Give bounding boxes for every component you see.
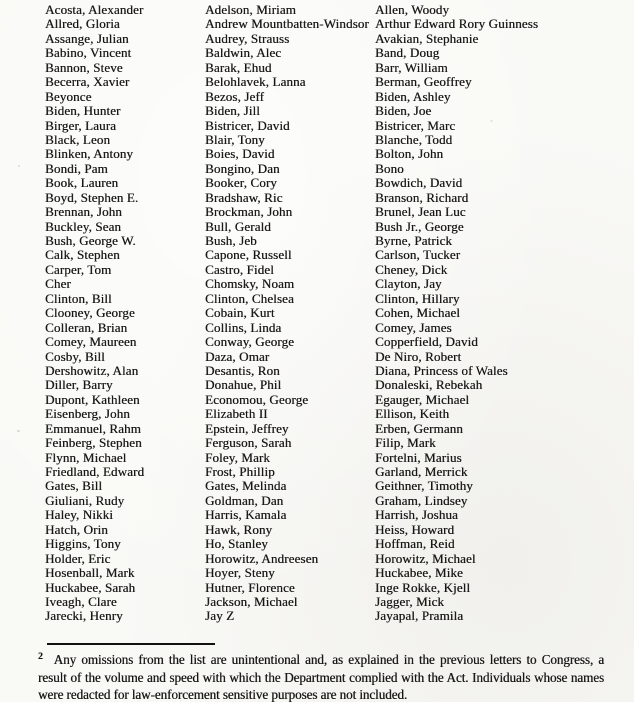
name-entry: Black, Leon: [45, 131, 111, 147]
name-entry: Baldwin, Alec: [205, 45, 282, 61]
name-entry: Cohen, Michael: [375, 305, 461, 321]
name-entry: Economou, George: [205, 391, 309, 407]
name-entry: Goldman, Dan: [205, 492, 284, 508]
name-entry: Blanche, Todd: [375, 131, 453, 147]
name-entry: Dupont, Kathleen: [45, 391, 140, 407]
name-entry: Becerra, Xavier: [45, 74, 130, 90]
name-entry: Adelson, Miriam: [205, 2, 296, 17]
name-entry: Blair, Tony: [205, 131, 265, 147]
name-entry: Clinton, Bill: [45, 290, 112, 306]
name-entry: Egauger, Michael: [375, 391, 470, 407]
name-entry: Band, Doug: [375, 45, 440, 61]
name-entry: Donaleski, Rebekah: [375, 377, 483, 393]
name-entry: Erben, Germann: [375, 420, 463, 436]
name-entry: Jayapal, Pramila: [375, 608, 464, 624]
name-entry: Clooney, George: [45, 305, 135, 321]
name-entry: Brockman, John: [205, 204, 293, 220]
name-entry: Arthur Edward Rory Guinness: [375, 16, 539, 32]
name-entry: Holder, Eric: [45, 550, 111, 566]
name-entry: Graham, Lindsey: [375, 492, 468, 508]
name-entry: Desantis, Ron: [205, 362, 280, 378]
name-entry: Avakian, Stephanie: [375, 30, 479, 46]
name-entry: Foley, Mark: [205, 449, 270, 465]
name-entry: Biden, Joe: [375, 103, 432, 119]
name-column-3: [375, 3, 630, 624]
name-entry: Elizabeth II: [205, 406, 268, 422]
footnote-text: [38, 649, 604, 702]
name-entry: Gates, Melinda: [205, 478, 287, 494]
name-entry: Garland, Merrick: [375, 464, 468, 479]
name-entry: Bowdich, David: [375, 175, 463, 191]
name-entry: Flynn, Michael: [45, 449, 127, 465]
scan-speck: [17, 430, 20, 432]
name-entry: Dershowitz, Alan: [45, 362, 139, 378]
name-entry: Buckley, Sean: [45, 218, 122, 234]
name-entry: Blinken, Antony: [45, 146, 134, 162]
name-entry: Giuliani, Rudy: [45, 492, 125, 508]
footnote-line-1-text: Any omissions from the list are unintentional and, as explained in the previous letters to Congress, a: [53, 652, 604, 667]
footnote: [38, 643, 604, 702]
name-entry: Hoffman, Reid: [375, 536, 455, 552]
name-entry: Bongino, Dan: [205, 160, 280, 176]
name-column-2: [205, 3, 375, 624]
name-entry: Ellison, Keith: [375, 406, 450, 422]
name-entry: Brennan, John: [45, 204, 122, 220]
name-entry: Bistricer, Marc: [375, 117, 456, 133]
name-entry: Frost, Phillip: [205, 464, 275, 479]
name-entry: Bezos, Jeff: [205, 88, 265, 104]
name-entry: Eisenberg, John: [45, 406, 130, 422]
name-entry: Diana, Princess of Wales: [375, 362, 508, 378]
name-entry: Chomsky, Noam: [205, 276, 295, 292]
name-entry: Collins, Linda: [205, 319, 282, 335]
name-entry: Biden, Hunter: [45, 103, 121, 119]
name-entry: Daza, Omar: [205, 348, 270, 364]
footnote-separator: [47, 643, 215, 645]
name-entry: Horowitz, Andreesen: [205, 550, 319, 566]
name-entry: Capone, Russell: [205, 247, 292, 263]
name-entry: Bradshaw, Ric: [205, 189, 283, 205]
name-entry: Bondi, Pam: [45, 160, 108, 176]
name-entry: Friedland, Edward: [45, 464, 145, 479]
name-entry: Comey, Maureen: [45, 334, 137, 350]
name-entry: Calk, Stephen: [45, 247, 120, 263]
name-entry: Diller, Barry: [45, 377, 113, 393]
name-entry: Allen, Woody: [375, 2, 450, 17]
name-entry: Bush Jr., George: [375, 218, 464, 234]
name-entry: Jarecki, Henry: [45, 608, 123, 624]
name-entry: Bolton, John: [375, 146, 444, 162]
name-entry: Horowitz, Michael: [375, 550, 476, 566]
name-entry: De Niro, Robert: [375, 348, 462, 364]
name-entry: Comey, James: [375, 319, 452, 335]
name-entry: Harrish, Joshua: [375, 507, 458, 523]
footnote-marker: 2: [38, 652, 43, 662]
name-list: [45, 3, 630, 624]
name-entry: Huckabee, Sarah: [45, 579, 136, 595]
name-entry: Gates, Bill: [45, 478, 103, 494]
name-entry: Ho, Stanley: [205, 536, 268, 552]
name-entry: Babino, Vincent: [45, 45, 132, 61]
name-entry: Feinberg, Stephen: [45, 435, 142, 451]
name-entry: Barr, William: [375, 59, 448, 75]
name-entry: Filip, Mark: [375, 435, 436, 451]
name-entry: Acosta, Alexander: [45, 2, 144, 17]
name-entry: Castro, Fidel: [205, 261, 274, 277]
name-entry: Carper, Tom: [45, 261, 112, 277]
name-entry: Heiss, Howard: [375, 521, 455, 537]
scan-speck: [18, 165, 20, 167]
name-entry: Jackson, Michael: [205, 593, 298, 609]
footnote-line-3: were redacted for law-enforcement sensitive purposes are not included.: [38, 687, 408, 702]
name-entry: Boies, David: [205, 146, 275, 162]
name-entry: Allred, Gloria: [45, 16, 120, 32]
name-entry: Biden, Jill: [205, 103, 260, 119]
name-entry: Copperfield, David: [375, 334, 478, 350]
name-entry: Haley, Nikki: [45, 507, 113, 523]
name-entry: Book, Lauren: [45, 175, 119, 191]
name-entry: Hatch, Orin: [45, 521, 108, 537]
name-entry: Cheney, Dick: [375, 261, 448, 277]
name-entry: Epstein, Jeffrey: [205, 420, 289, 436]
name-entry: Hutner, Florence: [205, 579, 295, 595]
name-entry: Iveagh, Clare: [45, 593, 117, 609]
name-entry: Hoyer, Steny: [205, 565, 275, 581]
name-entry: Bush, George W.: [45, 233, 136, 248]
name-entry: Ferguson, Sarah: [205, 435, 292, 451]
name-entry: Bono: [375, 160, 404, 176]
name-entry: Geithner, Timothy: [375, 478, 473, 494]
name-entry: Cher: [45, 276, 71, 292]
name-entry: Jay Z: [205, 608, 235, 624]
name-entry: Biden, Ashley: [375, 88, 451, 104]
name-entry: Booker, Cory: [205, 175, 277, 191]
name-entry: Assange, Julian: [45, 30, 129, 46]
name-entry: Byrne, Patrick: [375, 233, 453, 248]
name-entry: Conway, George: [205, 334, 295, 350]
name-entry: Andrew Mountbatten-Windsor: [205, 16, 369, 32]
name-entry: Clinton, Hillary: [375, 290, 460, 306]
name-entry: Huckabee, Mike: [375, 565, 463, 581]
name-entry: Harris, Kamala: [205, 507, 287, 523]
name-entry: Fortelni, Marius: [375, 449, 462, 465]
name-entry: Jagger, Mick: [375, 593, 445, 609]
name-entry: Inge Rokke, Kjell: [375, 579, 471, 595]
name-entry: Colleran, Brian: [45, 319, 128, 335]
name-column-1: [45, 3, 205, 624]
footnote-line-2: result of the volume and speed with which the Department complied with the Act. Individuals whose names: [38, 669, 604, 685]
name-entry: Bistricer, David: [205, 117, 290, 133]
name-entry: Donahue, Phil: [205, 377, 282, 393]
name-entry: Brunel, Jean Luc: [375, 204, 466, 220]
name-entry: Emmanuel, Rahm: [45, 420, 141, 436]
name-entry: Birger, Laura: [45, 117, 117, 133]
name-entry: Belohlavek, Lanna: [205, 74, 306, 90]
name-entry: Hawk, Rony: [205, 521, 273, 537]
name-entry: Bush, Jeb: [205, 233, 257, 248]
footnote-line-1: [38, 649, 604, 669]
name-entry: Barak, Ehud: [205, 59, 272, 75]
name-entry: Higgins, Tony: [45, 536, 121, 552]
name-entry: Boyd, Stephen E.: [45, 189, 139, 205]
name-entry: Carlson, Tucker: [375, 247, 461, 263]
name-entry: Beyonce: [45, 88, 92, 104]
name-entry: Audrey, Strauss: [205, 30, 290, 46]
name-entry: Berman, Geoffrey: [375, 74, 472, 90]
name-entry: Clayton, Jay: [375, 276, 442, 292]
name-entry: Cobain, Kurt: [205, 305, 275, 321]
name-entry: Bannon, Steve: [45, 59, 123, 75]
name-entry: Hosenball, Mark: [45, 565, 135, 581]
name-entry: Clinton, Chelsea: [205, 290, 294, 306]
name-entry: Cosby, Bill: [45, 348, 105, 364]
name-entry: Bull, Gerald: [205, 218, 271, 234]
name-entry: Branson, Richard: [375, 189, 469, 205]
